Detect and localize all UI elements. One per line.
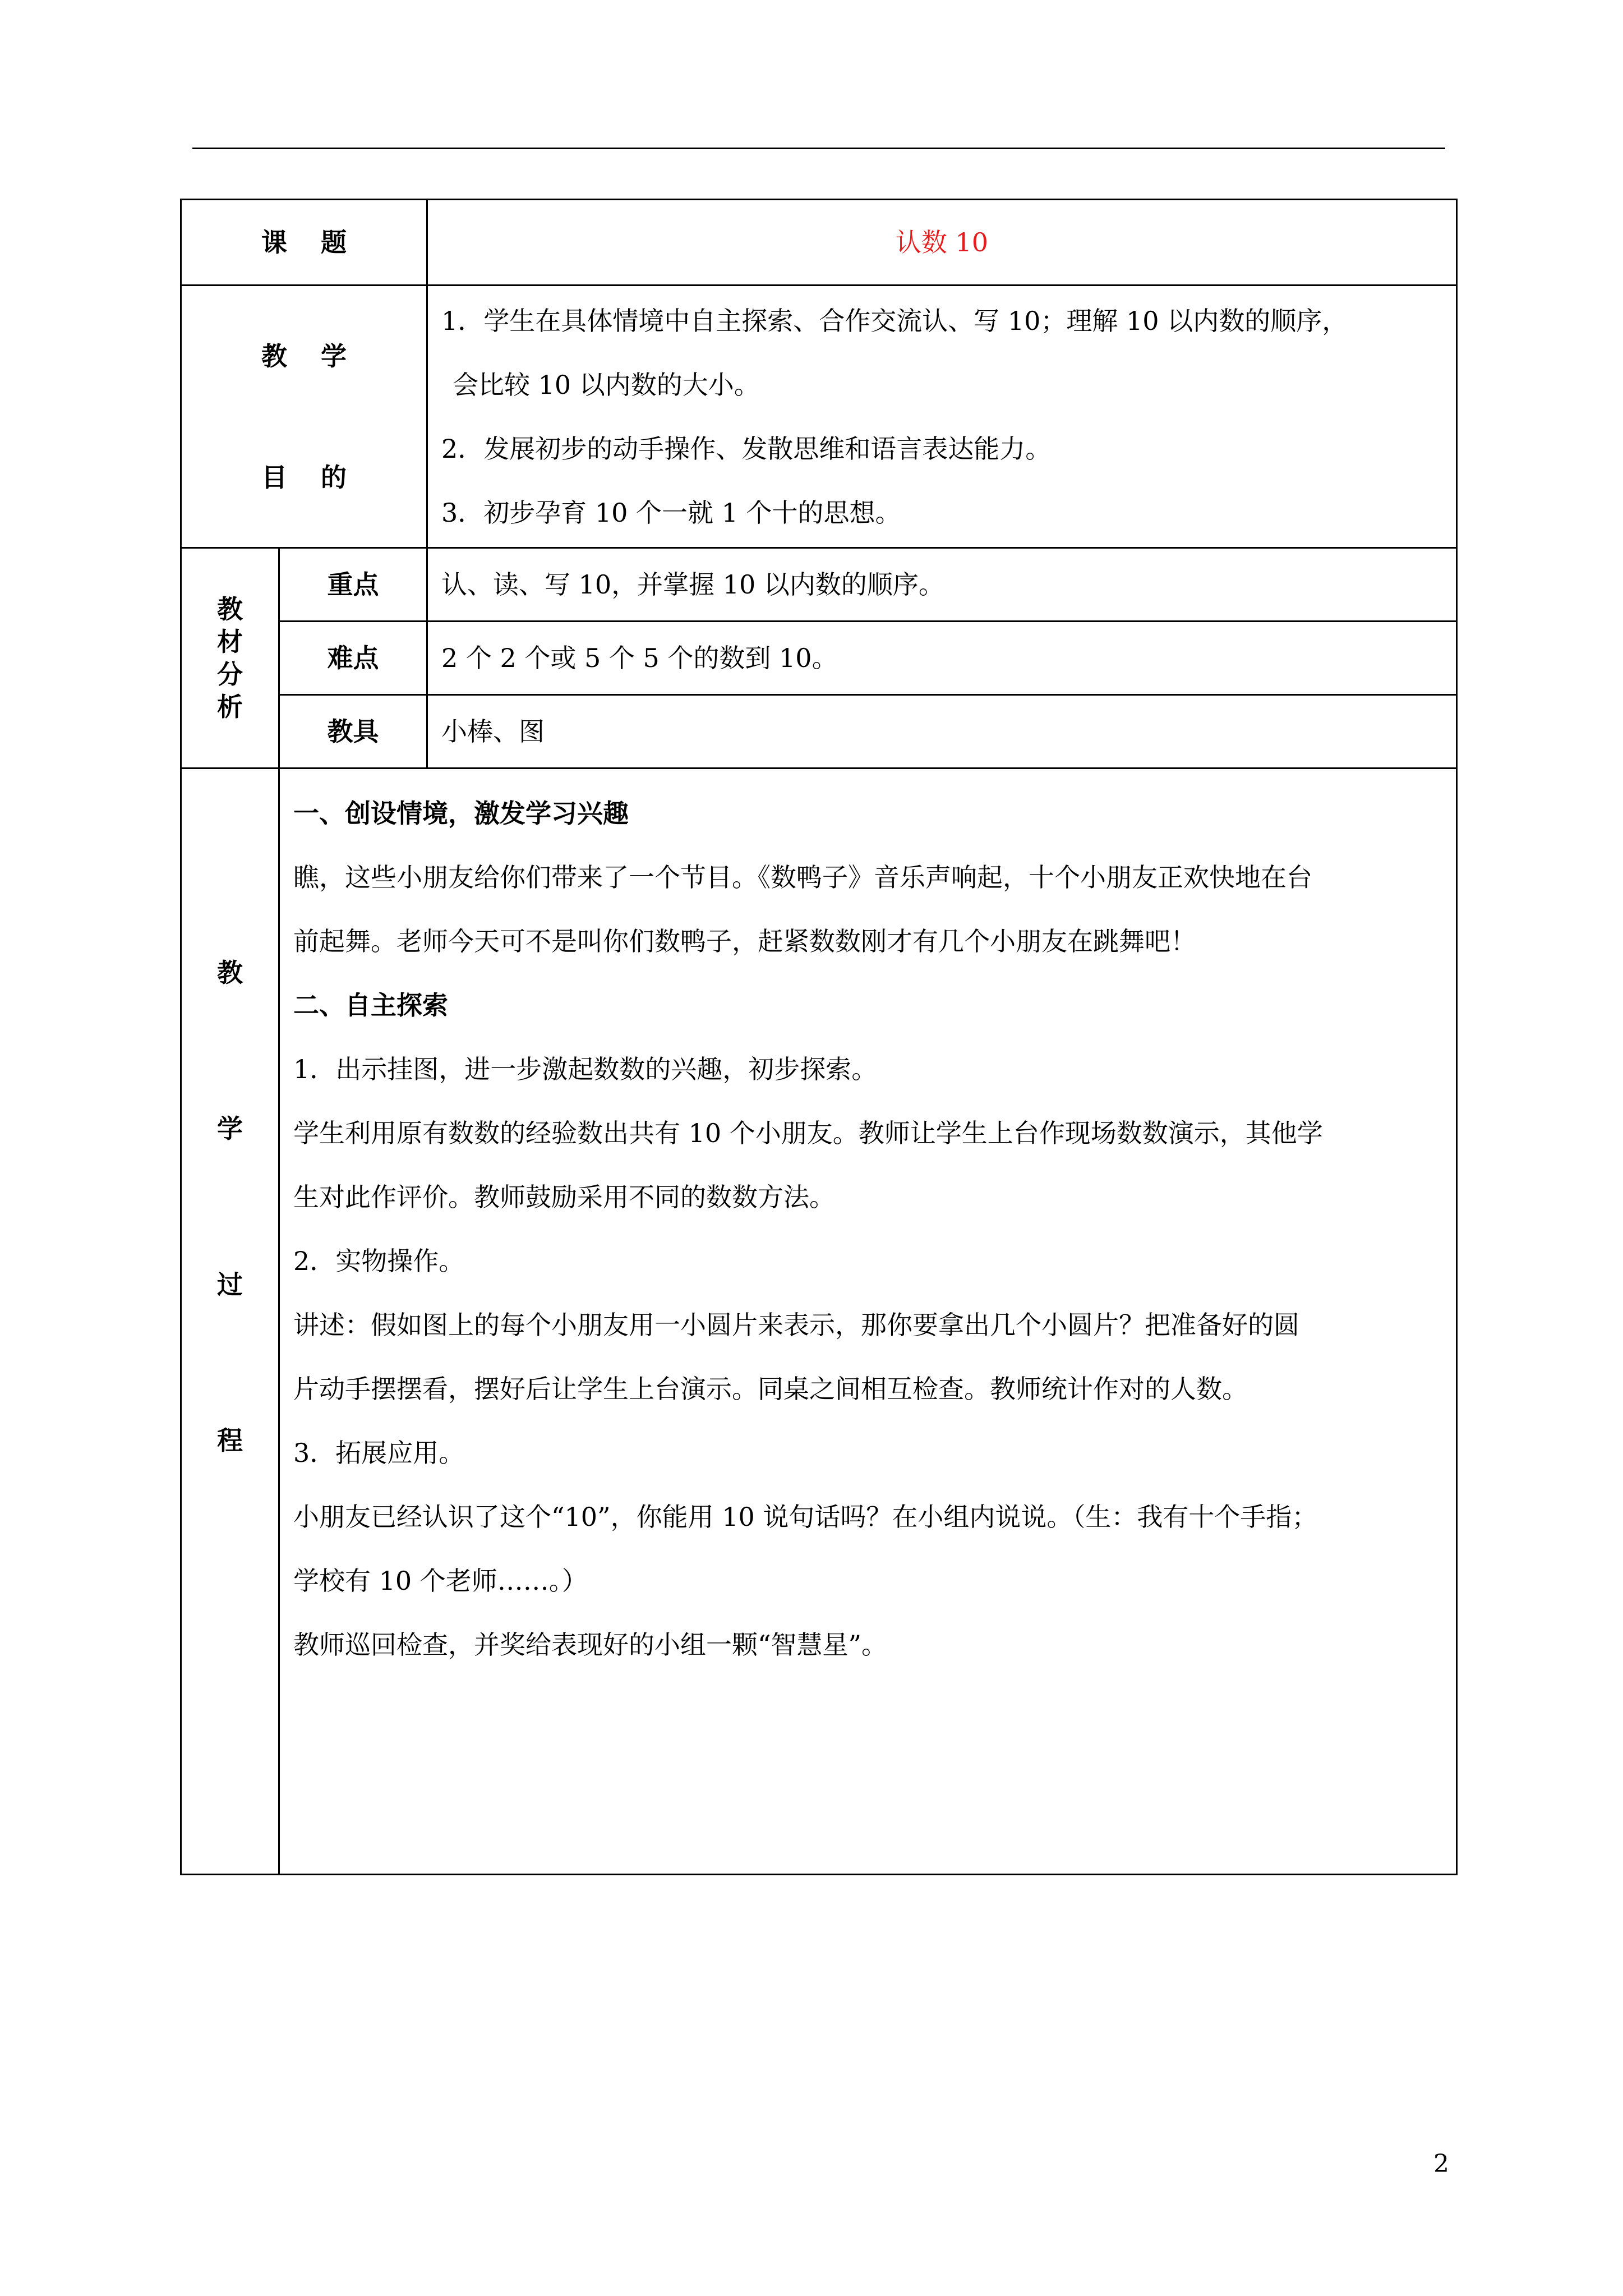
goal-line: 3．初步孕育 10 个一就 1 个十的思想。 xyxy=(441,497,901,528)
goal-line: 1．学生在具体情境中自主探索、合作交流认、写 10；理解 10 以内数的顺序， xyxy=(441,305,1348,336)
title-row xyxy=(181,200,1457,286)
page-number: 2 xyxy=(1433,2150,1449,2178)
analysis-label-char: 分 xyxy=(217,659,243,689)
process-line: 1．出示挂图，进一步激起数数的兴趣，初步探索。 xyxy=(293,1054,878,1084)
process-line: 瞧，这些小朋友给你们带来了一个节目。《数鸭子》音乐声响起，十个小朋友正欢快地在台 xyxy=(293,862,1312,892)
goals-label-top: 教学 xyxy=(261,341,380,371)
analysis-label-cell xyxy=(181,548,279,769)
process-cell xyxy=(279,769,1457,1875)
analysis-label-char: 教 xyxy=(217,594,243,624)
process-line: 片动手摆摆看，摆好后让学生上台演示。同桌之间相互检查。教师统计作对的人数。 xyxy=(293,1374,1248,1404)
goals-label-bottom: 目的 xyxy=(261,462,380,493)
process-line: 学校有 10 个老师……。） xyxy=(293,1566,588,1596)
analysis-label-char: 材 xyxy=(217,627,243,657)
process-label-char: 教 xyxy=(217,958,243,988)
goal-line: 会比较 10 以内数的大小。 xyxy=(453,369,760,400)
goals-cell xyxy=(427,286,1457,548)
analysis-label-char: 析 xyxy=(217,692,243,722)
key-point-label: 重点 xyxy=(279,548,427,622)
process-line: 2．实物操作。 xyxy=(293,1246,465,1276)
tools-label: 教具 xyxy=(279,695,427,769)
process-line: 学生利用原有数数的经验数出共有 10 个小朋友。教师让学生上台作现场数数演示，其他学 xyxy=(293,1118,1323,1148)
analysis-row-tools xyxy=(181,695,1457,769)
title-label-cell xyxy=(181,200,427,286)
process-row xyxy=(181,769,1457,1875)
lesson-title: 认数 10 xyxy=(427,200,1457,286)
process-line: 一、创设情境，激发学习兴趣 xyxy=(293,798,629,829)
process-line: 生对此作评价。教师鼓励采用不同的数数方法。 xyxy=(293,1182,835,1212)
process-line: 前起舞。老师今天可不是叫你们数鸭子，赶紧数数刚才有几个小朋友在跳舞吧！ xyxy=(293,926,1196,956)
process-label-char: 学 xyxy=(217,1114,243,1144)
process-line: 小朋友已经认识了这个“10”，你能用 10 说句话吗？在小组内说说。（生：我有十个手指； xyxy=(293,1502,1318,1532)
process-line: 3．拓展应用。 xyxy=(293,1438,465,1468)
goals-row xyxy=(181,286,1457,548)
goals-label-cell xyxy=(181,286,427,548)
title-label: 课题 xyxy=(261,227,380,257)
difficulty-label: 难点 xyxy=(279,622,427,695)
header-rule xyxy=(192,148,1445,149)
analysis-row-key xyxy=(181,548,1457,622)
goal-line: 2．发展初步的动手操作、发散思维和语言表达能力。 xyxy=(441,433,1052,464)
process-line: 二、自主探索 xyxy=(293,990,448,1020)
process-line: 讲述：假如图上的每个小朋友用一小圆片来表示，那你要拿出几个小圆片？把准备好的圆 xyxy=(293,1310,1299,1340)
lesson-plan-table xyxy=(180,199,1458,1875)
process-line: 教师巡回检查，并奖给表现好的小组一颗“智慧星”。 xyxy=(293,1630,888,1660)
process-label-char: 过 xyxy=(217,1269,243,1300)
analysis-row-difficulty xyxy=(181,622,1457,695)
process-label-char: 程 xyxy=(217,1425,243,1456)
process-label-cell xyxy=(181,769,279,1875)
key-point-text: 认、读、写 10，并掌握 10 以内数的顺序。 xyxy=(427,548,1457,622)
tools-text: 小棒、图 xyxy=(427,695,1457,769)
difficulty-text: 2 个 2 个或 5 个 5 个的数到 10。 xyxy=(427,622,1457,695)
